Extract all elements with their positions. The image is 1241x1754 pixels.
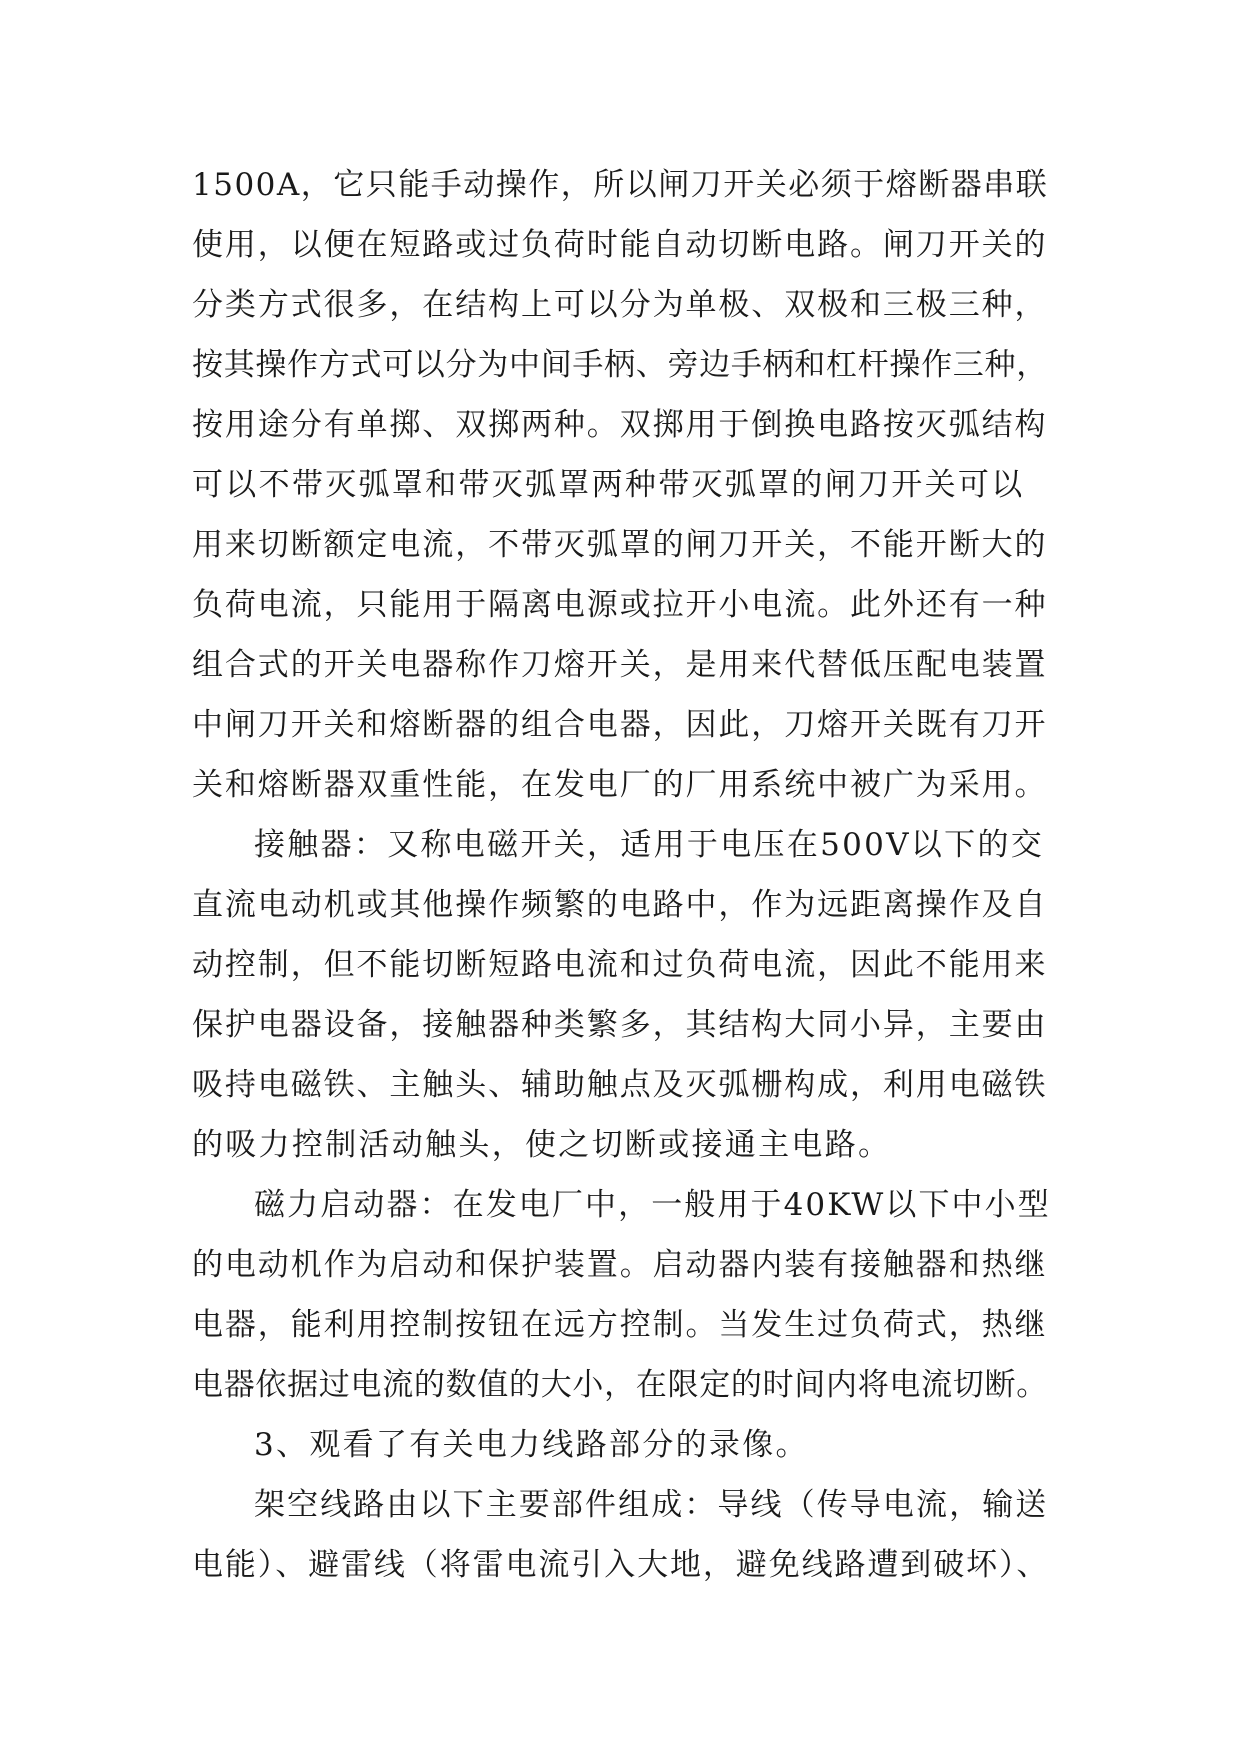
text-line-14: 动控制，但不能切断短路电流和过负荷电流，因此不能用来	[192, 947, 1048, 983]
text-line-3: 分类方式很多，在结构上可以分为单极、双极和三极三种，	[192, 287, 1048, 323]
text-line-19: 的电动机作为启动和保护装置。启动器内装有接触器和热继	[192, 1247, 1048, 1283]
text-line-5: 按用途分有单掷、双掷两种。双掷用于倒换电路按灭弧结构	[192, 407, 1048, 443]
text-line-16: 吸持电磁铁、主触头、辅助触点及灭弧栅构成，利用电磁铁	[192, 1067, 1048, 1103]
text-line-23: 架空线路由以下主要部件组成：导线（传导电流，输送	[254, 1487, 1049, 1523]
text-line-2: 使用，以便在短路或过负荷时能自动切断电路。闸刀开关的	[192, 227, 1048, 263]
text-line-8: 负荷电流，只能用于隔离电源或拉开小电流。此外还有一种	[192, 587, 1048, 623]
text-line-21: 电器依据过电流的数值的大小，在限定的时间内将电流切断。	[192, 1367, 1048, 1403]
text-line-22: 3、观看了有关电力线路部分的录像。	[254, 1427, 809, 1463]
text-line-13: 直流电动机或其他操作频繁的电路中，作为远距离操作及自	[192, 887, 1048, 923]
text-line-24: 电能）、避雷线（将雷电流引入大地，避免线路遭到破坏）、	[192, 1547, 1050, 1583]
text-line-12: 接触器：又称电磁开关，适用于电压在500V以下的交	[254, 827, 1045, 863]
text-line-18: 磁力启动器：在发电厂中，一般用于40KW以下中小型	[254, 1187, 1051, 1223]
text-line-20: 电器，能利用控制按钮在远方控制。当发生过负荷式，热继	[192, 1307, 1048, 1343]
text-line-10: 中闸刀开关和熔断器的组合电器，因此，刀熔开关既有刀开	[192, 707, 1048, 743]
text-line-11: 关和熔断器双重性能，在发电厂的厂用系统中被广为采用。	[192, 767, 1048, 803]
text-line-6: 可以不带灭弧罩和带灭弧罩两种带灭弧罩的闸刀开关可以	[192, 467, 1025, 503]
text-line-17: 的吸力控制活动触头，使之切断或接通主电路。	[192, 1127, 892, 1163]
text-line-1: 1500A，它只能手动操作，所以闸刀开关必须于熔断器串联	[192, 167, 1049, 203]
text-line-15: 保护电器设备，接触器种类繁多，其结构大同小异，主要由	[192, 1007, 1048, 1043]
text-line-4: 按其操作方式可以分为中间手柄、旁边手柄和杠杆操作三种，	[192, 347, 1048, 383]
text-line-9: 组合式的开关电器称作刀熔开关，是用来代替低压配电装置	[192, 647, 1048, 683]
text-line-7: 用来切断额定电流，不带灭弧罩的闸刀开关，不能开断大的	[192, 527, 1048, 563]
